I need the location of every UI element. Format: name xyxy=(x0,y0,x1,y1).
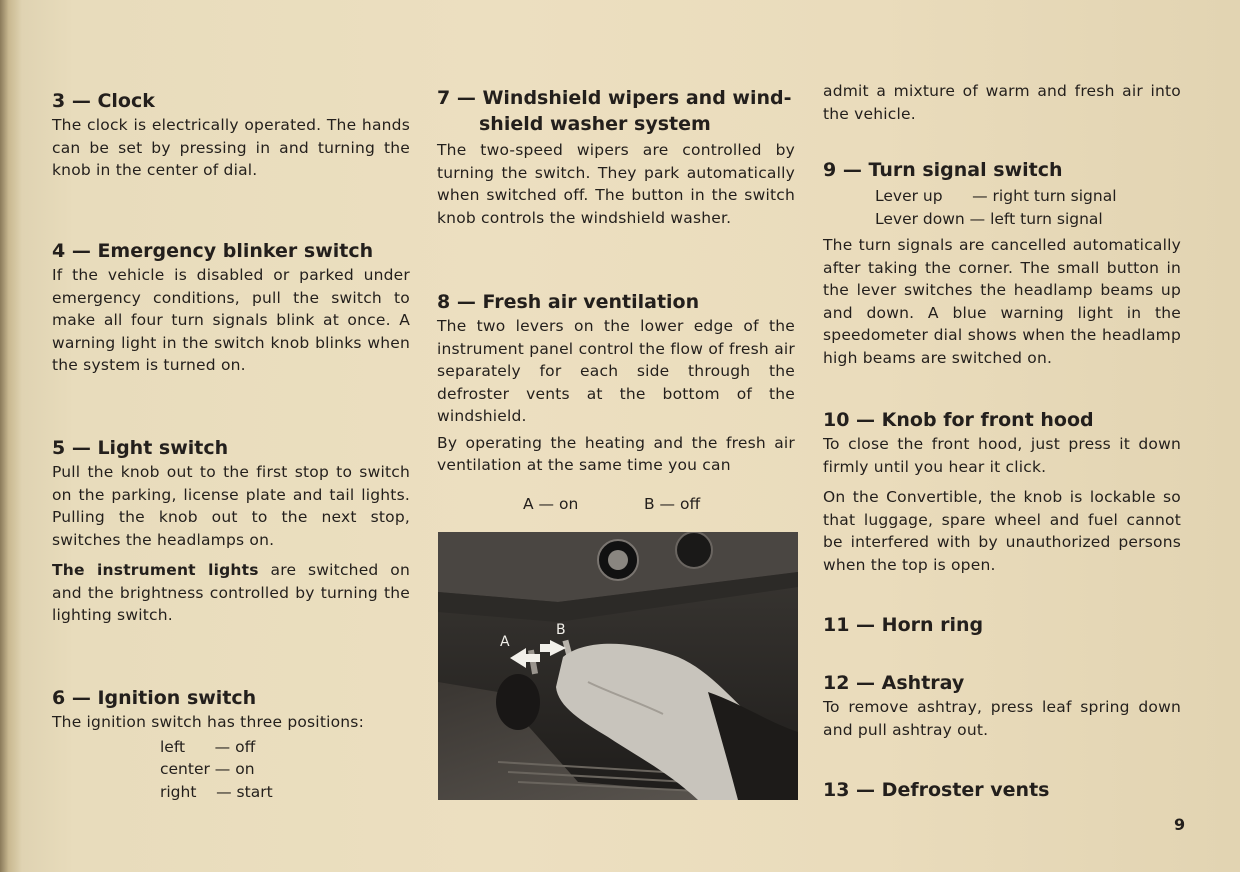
heading-wipers-line1: 7 — Windshield wipers and wind- xyxy=(437,87,792,109)
text-emergency-blinker: If the vehicle is disabled or parked under emergency conditions, pull the switch to make all four turn signals blink at once. A warning light in the switch knob blinks when the system is turned on. xyxy=(52,266,410,374)
page-number: 9 xyxy=(1174,815,1186,834)
ignition-positions xyxy=(160,736,410,804)
heading-defroster-vents: 13 — Defroster vents xyxy=(823,779,1050,801)
text-fresh-air: The two levers on the lower edge of the instrument panel control the flow of fresh air separately for each side through the defroster vents at the bottom of the windshield. xyxy=(437,317,795,425)
text-front-hood: To close the front hood, just press it down firmly until you hear it click. xyxy=(823,435,1181,476)
section-front-hood xyxy=(823,407,1181,576)
text-instrument-lights xyxy=(52,559,410,627)
text-front-hood-convertible: On the Convertible, the knob is lockable so that luggage, spare wheel and fuel cannot be interfered with by unauthorized persons when the top is open. xyxy=(823,488,1181,574)
text-light-switch: Pull the knob out to the first stop to switch on the parking, license plate and tail lights. Pulling the knob out to the next stop, switches the headlamps on. xyxy=(52,463,410,549)
ignition-position-left: left — off xyxy=(160,737,256,756)
section-wipers xyxy=(437,85,795,229)
heading-wipers-line2: shield washer system xyxy=(479,113,711,135)
heading-ignition-switch: 6 — Ignition switch xyxy=(52,687,257,709)
heading-emergency-blinker: 4 — Emergency blinker switch xyxy=(52,240,374,262)
photo-label-b: B xyxy=(556,622,566,638)
section-ashtray xyxy=(823,670,1181,741)
photo-illustration xyxy=(438,532,798,800)
ignition-position-right: right — start xyxy=(160,782,273,801)
heading-fresh-air: 8 — Fresh air ventilation xyxy=(437,291,700,313)
section-turn-signal xyxy=(823,157,1181,369)
text-turn-signal: The turn signals are cancelled automatically after taking the corner. The small button in the lever switches the headlamp beams up and down. A blue warning light in the speedometer dial shows when the headlamp high beams are switched on. xyxy=(823,236,1181,367)
heading-light-switch: 5 — Light switch xyxy=(52,437,229,459)
section-defroster-vents xyxy=(823,777,1181,803)
turn-signal-lever-up: Lever up — right turn signal xyxy=(875,187,1117,205)
section-horn-ring xyxy=(823,612,1181,638)
section-light-switch xyxy=(52,435,410,627)
section-clock xyxy=(52,88,410,182)
turn-signal-lever-down: Lever down — left turn signal xyxy=(875,209,1103,228)
text-fresh-air-continued: admit a mixture of warm and fresh air into the vehicle. xyxy=(823,82,1181,123)
section-ignition-switch xyxy=(52,685,410,803)
section-fresh-air xyxy=(437,289,795,477)
heading-turn-signal: 9 — Turn signal switch xyxy=(823,159,1063,181)
text-instrument-lights-bold: The instrument lights xyxy=(52,561,259,579)
text-ashtray: To remove ashtray, press leaf spring down and pull ashtray out. xyxy=(823,698,1181,739)
heading-front-hood: 10 — Knob for front hood xyxy=(823,409,1094,431)
photo-label-a: A xyxy=(500,634,510,650)
text-wipers: The two-speed wipers are controlled by turning the switch. They park automatically when switched off. The button in the switch knob controls the windshield washer. xyxy=(437,141,795,227)
heading-clock: 3 — Clock xyxy=(52,90,155,112)
binding-shadow xyxy=(0,0,22,872)
text-ignition-switch: The ignition switch has three positions: xyxy=(52,713,365,731)
heading-ashtray: 12 — Ashtray xyxy=(823,672,965,694)
ventilation-levers-photo xyxy=(438,532,798,800)
heading-horn-ring: 11 — Horn ring xyxy=(823,614,984,636)
turn-signal-table xyxy=(875,185,1181,230)
text-fresh-air-2: By operating the heating and the fresh air ventilation at the same time you can xyxy=(437,433,795,474)
text-clock: The clock is electrically operated. The hands can be set by pressing in and turning the knob in the center of dial. xyxy=(52,116,410,179)
text-instrument-lights-rest: are switched on and the brightness controlled by turning the lighting switch. xyxy=(52,561,410,624)
lever-a-label: A — on xyxy=(523,495,579,513)
section-fresh-air-continued xyxy=(823,80,1181,125)
ignition-position-center: center — on xyxy=(160,760,255,778)
section-emergency-blinker xyxy=(52,238,410,377)
lever-b-label: B — off xyxy=(644,495,701,513)
